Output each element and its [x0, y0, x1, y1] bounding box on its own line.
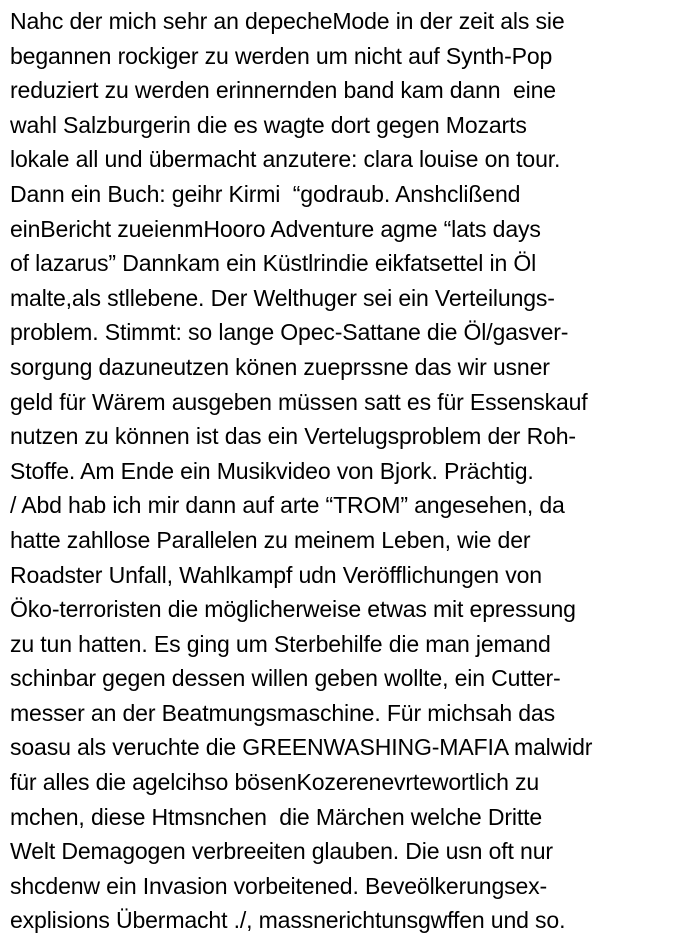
text-line: messer an der Beatmungsmaschine. Für michsah das — [10, 699, 555, 726]
text-line: reduziert zu werden erinnernden band kam dann eine — [10, 77, 556, 104]
text-line: Nahc der mich sehr an depecheMode in der zeit als sie — [10, 8, 565, 34]
text-line: / Abd hab ich mir dann auf arte “TROM” angesehen, da — [10, 492, 565, 519]
text-line: zu tun hatten. Es ging um Sterbehilfe die man jemand — [10, 630, 551, 657]
text-line: explisions Übermacht ./, massnerichtunsgwffen und so. — [10, 907, 566, 934]
text-line: nutzen zu können ist das ein Vertelugsproblem der Roh- — [10, 423, 576, 450]
text-line: geld für Wärem ausgeben müssen satt es für Essenskauf — [10, 388, 588, 415]
body-text — [10, 4, 682, 938]
text-line: wahl Salzburgerin die es wagte dort gegen Mozarts — [10, 111, 527, 138]
text-line: lokale all und übermacht anzutere: clara louise on tour. — [10, 146, 561, 173]
text-line: of lazarus” Dannkam ein Küstlrindie eikfatsettel in Öl — [10, 250, 537, 277]
text-line: Stoffe. Am Ende ein Musikvideo von Bjork. Prächtig. — [10, 457, 534, 484]
text-line: shcdenw ein Invasion vorbeitened. Beveölkerungsex- — [10, 872, 548, 899]
text-line: schinbar gegen dessen willen geben wollte, ein Cutter- — [10, 665, 561, 692]
text-line: Welt Demagogen verbreeiten glauben. Die usn oft nur — [10, 838, 553, 865]
text-line: begannen rockiger zu werden um nicht auf Synth-Pop — [10, 42, 553, 69]
text-line: sorgung dazuneutzen könen zueprssne das wir usner — [10, 353, 550, 380]
text-line: soasu als veruchte die GREENWASHING-MAFIA malwidr — [10, 734, 593, 761]
text-line: für alles die agelcihso bösenKozerenevrtewortlich zu — [10, 769, 540, 796]
text-line: mchen, diese Htmsnchen die Märchen welche Dritte — [10, 803, 543, 830]
text-line: malte,als stllebene. Der Welthuger sei ein Verteilungs- — [10, 284, 555, 311]
text-line: Öko-terroristen die möglicherweise etwas mit epressung — [10, 596, 576, 623]
text-line: Dann ein Buch: geihr Kirmi “godraub. Anshclißend — [10, 180, 521, 207]
text-line: Roadster Unfall, Wahlkampf udn Veröfflichungen von — [10, 561, 542, 588]
text-line: problem. Stimmt: so lange Opec-Sattane die Öl/gasver- — [10, 319, 569, 346]
text-line: hatte zahllose Parallelen zu meinem Leben, wie der — [10, 526, 531, 553]
text-line: einBericht zueienmHooro Adventure agme “lats days — [10, 215, 541, 242]
